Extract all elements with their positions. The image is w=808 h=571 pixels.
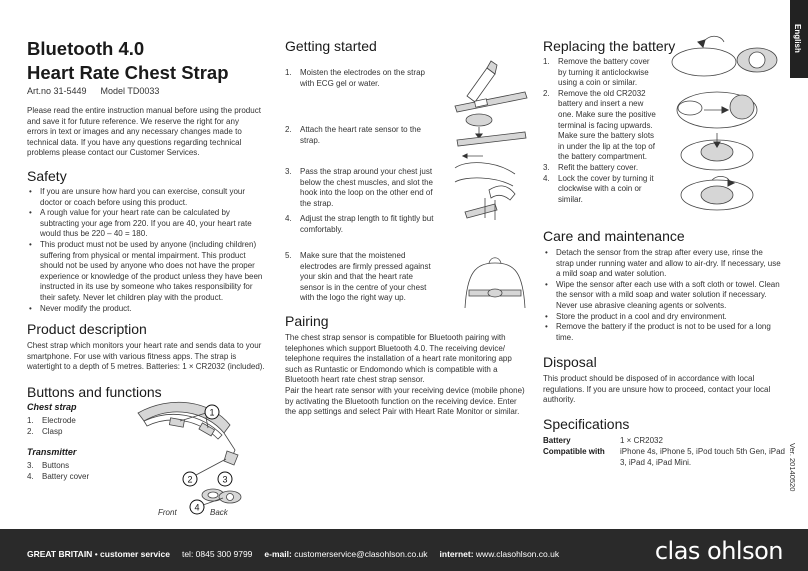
- chest-strap-list: [27, 416, 107, 437]
- getting-started-step: 5. Make sure that the moistened electrodes are firmly pressed against your skin and that the heart rate sensor is in the centre of your chest with the logo the right way up.: [285, 251, 431, 303]
- specifications-heading: Specifications: [543, 416, 630, 432]
- footer-email[interactable]: customerservice@clasohlson.co.uk: [294, 549, 428, 559]
- brand-logo: clas ohlson: [654, 537, 783, 565]
- back-label: Back: [210, 508, 228, 517]
- model-number: Model TD0033: [100, 86, 160, 96]
- getting-started-heading: Getting started: [285, 38, 377, 54]
- safety-list: [27, 187, 265, 314]
- battery-step: 1. Remove the battery cover by turning it anticlockwise using a coin or similar.: [543, 57, 650, 88]
- safety-item: • This product must not be used by anyone (including children) suffering from physical or mental impairment. This product should not be used by anyone who does not have the proper experience or knowledge of the product unless they have been instructed in its use by someone who takes responsibility for their safety. Never let children play with the product.: [27, 240, 265, 304]
- transmitter-item: 4. Battery cover: [27, 471, 90, 481]
- footer-web-label: internet:: [439, 549, 474, 559]
- chest-strap-subheading: Chest strap: [27, 402, 77, 412]
- disposal-heading: Disposal: [543, 354, 597, 370]
- sensor-1: [672, 48, 736, 76]
- spec-key-battery: Battery: [543, 436, 571, 445]
- getting-started-step: 4. Adjust the strap length to fit tightly but comfortably.: [285, 214, 434, 234]
- safety-item: • If you are unsure how hard you can exercise, consult your doctor or coach before using this product.: [27, 187, 265, 208]
- language-label: English: [793, 24, 802, 53]
- footer-bar: [0, 529, 808, 571]
- pairing-text-1: The chest strap sensor is compatible for Bluetooth pairing with telephones which support Bluetooth 4.0. The receiving device/ telephone requires the installation of a heart rate monitoring app such as Runtastic or Endomondo which is compatible with a Bluetooth heart rate chest strap sensor.: [285, 333, 512, 385]
- replacing-battery-steps: [543, 57, 656, 205]
- footer-service: customer service: [100, 549, 170, 559]
- buttons-heading: Buttons and functions: [27, 384, 162, 400]
- version-label: Ver. 20140520: [788, 443, 797, 492]
- spec-value-battery: 1 × CR2032: [620, 436, 663, 445]
- care-item: • Wipe the sensor after each use with a soft cloth or towel. Clean the sensor with a mild soap and water solution if necessary. Never use abrasive cleaning agents or solvents.: [543, 280, 781, 312]
- getting-started-step: 2. Attach the heart rate sensor to the strap.: [285, 125, 421, 145]
- spec-value-compatible: iPhone 4s, iPhone 5, iPod touch 5th Gen, iPad 3, iPad 4, iPad Mini.: [620, 447, 786, 467]
- title-line-1: Bluetooth 4.0: [27, 38, 145, 59]
- chest-strap-illustration: [130, 395, 260, 520]
- replacing-battery-heading: Replacing the battery: [543, 38, 676, 54]
- pairing-heading: Pairing: [285, 313, 329, 329]
- transmitter-subheading: Transmitter: [27, 447, 77, 457]
- care-item: • Store the product in a cool and dry environment.: [543, 312, 781, 323]
- gel-bottle: [467, 68, 495, 102]
- getting-started-illustrations: [455, 58, 535, 308]
- care-list: [543, 248, 781, 343]
- callout-1-text: 1: [209, 407, 215, 418]
- care-item: • Detach the sensor from the strap after every use, rinse the strap under running water and allow to air-dry. If necessary, use a mild soap and water solution.: [543, 248, 781, 280]
- disposal-text: This product should be disposed of in accordance with local regulations. If you are unsure how to proceed, contact your local authority.: [543, 374, 771, 405]
- footer-tel: tel: 0845 300 9799: [181, 549, 253, 559]
- footer-contact: GREAT BRITAIN • customer service tel: 0845 300 9799 e-mail: customerservice@clasohlson.co.uk internet: www.clasohlson.co.uk: [27, 549, 560, 559]
- intro-text: Please read the entire instruction manual before using the product and save it for future reference. We reserve the right for any errors in text or images and any necessary changes made to technical data. If you have any questions regarding technical problems please contact our Customer Services.: [27, 106, 261, 158]
- document-title: [27, 37, 229, 85]
- care-item: • Remove the battery if the product is not to be used for a long time.: [543, 322, 781, 343]
- battery-compartment: [730, 95, 754, 119]
- footer-country: GREAT BRITAIN: [27, 549, 93, 559]
- torso: [465, 263, 525, 308]
- transmitter-list: [27, 461, 117, 482]
- chest-strap-item: 1. Electrode: [27, 416, 76, 425]
- sensor-attach: [466, 114, 492, 126]
- article-number: Art.no 31-5449: [27, 86, 87, 96]
- getting-started-step: 1. Moisten the electrodes on the strap with ECG gel or water.: [285, 68, 425, 88]
- strap-moisten: [455, 92, 527, 112]
- product-description-heading: Product description: [27, 321, 147, 337]
- title-line-2: Heart Rate Chest Strap: [27, 62, 229, 83]
- transmitter-item: 3. Buttons: [27, 461, 70, 470]
- callout-3-text: 3: [222, 474, 228, 485]
- chest-strap-item: 2. Clasp: [27, 426, 63, 436]
- spec-key-compatible: Compatible with: [543, 447, 605, 456]
- callout-2-text: 2: [187, 474, 193, 485]
- footer-email-label: e-mail:: [264, 549, 292, 559]
- safety-item: • A rough value for your heart rate can be calculated by subtracting your age from 220. If you are 40, your heart rate would thus be 220 – 40 = 180.: [27, 208, 265, 240]
- clasp: [224, 451, 238, 465]
- care-heading: Care and maintenance: [543, 228, 685, 244]
- callout-4-text: 4: [194, 502, 200, 513]
- safety-item: • Never modify the product.: [27, 304, 265, 315]
- battery-old: [678, 101, 702, 115]
- battery-step: 3. Refit the battery cover.: [543, 162, 639, 172]
- specifications-table: [543, 436, 786, 467]
- language-tab: [790, 0, 808, 78]
- strap-adjust: [465, 204, 497, 218]
- product-description-text: Chest strap which monitors your heart rate and sends data to your smartphone. For use with various fitness apps. The strap is watertight to a depth of 5 metres. Batteries: 1 × CR2032 (included).: [27, 341, 265, 372]
- safety-heading: Safety: [27, 168, 67, 184]
- footer-web[interactable]: www.clasohlson.co.uk: [475, 549, 560, 559]
- front-label: Front: [158, 508, 177, 517]
- pairing-text-2: Pair the heart rate sensor with your receiving device (mobile phone) by activating the Bluetooth function on the receiving device. Enter the app settings and select Pair with Heart Rate Monitor or similar.: [285, 386, 525, 417]
- battery-illustrations: [662, 30, 784, 215]
- article-info: [27, 86, 173, 96]
- battery-step: 2. Remove the old CR2032 battery and insert a new one. Make sure the positive terminal is facing upwards. Make sure the battery slots in under the lip at the top of the battery compartment.: [543, 88, 656, 162]
- battery-step: 4. Lock the cover by turning it clockwise with a coin or similar.: [543, 173, 654, 204]
- getting-started-step: 3. Pass the strap around your chest just below the chest muscles, and slot the hook into the loop on the other end of the strap.: [285, 167, 433, 208]
